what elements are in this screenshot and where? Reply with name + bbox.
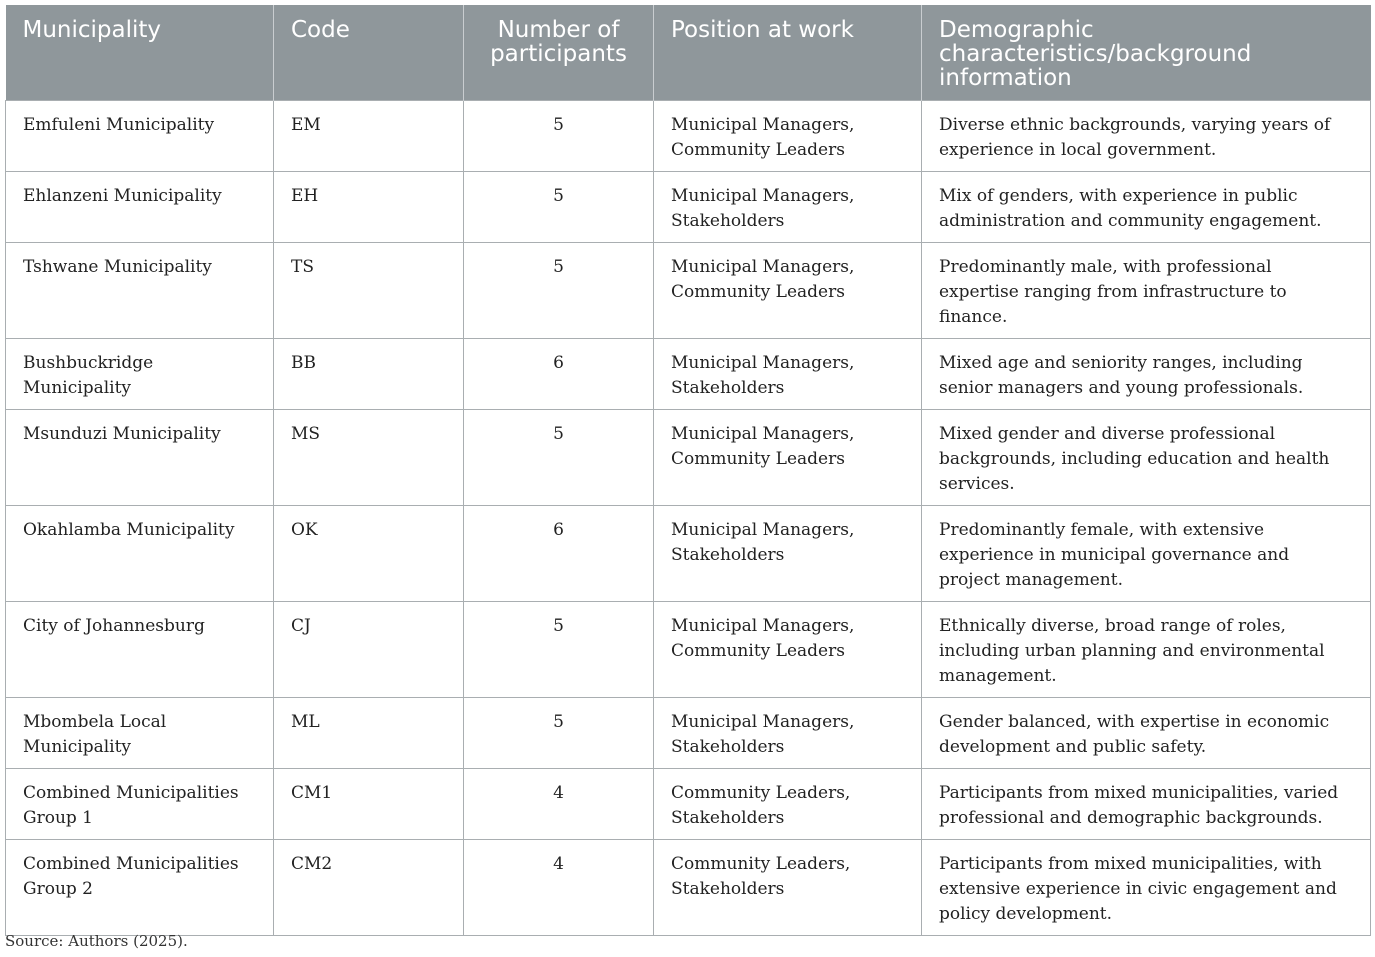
cell-demographic: Mixed age and seniority ranges, including senior managers and young professionals. — [922, 339, 1371, 410]
participants-table — [5, 5, 1371, 936]
cell-demographic: Participants from mixed municipalities, varied professional and demographic backgrounds. — [922, 769, 1371, 840]
cell-demographic: Ethnically diverse, broad range of roles, including urban planning and environmental management. — [922, 602, 1371, 698]
cell-position: Municipal Managers, Stakeholders — [654, 339, 922, 410]
table-body — [6, 101, 1371, 936]
cell-demographic: Diverse ethnic backgrounds, varying years of experience in local government. — [922, 101, 1371, 172]
header-code: Code — [274, 5, 464, 101]
source-note: Source: Authors (2025). — [5, 932, 188, 950]
cell-position: Municipal Managers, Community Leaders — [654, 602, 922, 698]
cell-demographic: Predominantly female, with extensive experience in municipal governance and project management. — [922, 506, 1371, 602]
cell-code: CM1 — [274, 769, 464, 840]
table-row — [6, 840, 1371, 936]
cell-demographic: Participants from mixed municipalities, with extensive experience in civic engagement and policy development. — [922, 840, 1371, 936]
cell-code: BB — [274, 339, 464, 410]
cell-municipality: Ehlanzeni Municipality — [6, 172, 274, 243]
cell-participants: 4 — [464, 840, 654, 936]
cell-participants: 5 — [464, 698, 654, 769]
cell-participants: 4 — [464, 769, 654, 840]
table-row — [6, 698, 1371, 769]
cell-position: Municipal Managers, Stakeholders — [654, 698, 922, 769]
cell-municipality: Tshwane Municipality — [6, 243, 274, 339]
table-row — [6, 339, 1371, 410]
cell-position: Municipal Managers, Community Leaders — [654, 410, 922, 506]
cell-code: MS — [274, 410, 464, 506]
table-row — [6, 602, 1371, 698]
cell-participants: 5 — [464, 602, 654, 698]
cell-code: TS — [274, 243, 464, 339]
cell-demographic: Mixed gender and diverse professional backgrounds, including education and health services. — [922, 410, 1371, 506]
cell-municipality: Emfuleni Municipality — [6, 101, 274, 172]
table-header — [6, 5, 1371, 101]
cell-position: Municipal Managers, Stakeholders — [654, 172, 922, 243]
cell-code: EM — [274, 101, 464, 172]
cell-municipality: Msunduzi Municipality — [6, 410, 274, 506]
cell-code: CJ — [274, 602, 464, 698]
table-row — [6, 769, 1371, 840]
cell-participants: 5 — [464, 410, 654, 506]
header-position: Position at work — [654, 5, 922, 101]
table-row — [6, 101, 1371, 172]
header-participants: Number of participants — [464, 5, 654, 101]
cell-municipality: Combined Municipalities Group 1 — [6, 769, 274, 840]
cell-municipality: Combined Municipalities Group 2 — [6, 840, 274, 936]
table-row — [6, 172, 1371, 243]
participants-table-container — [5, 5, 1370, 936]
cell-municipality: City of Johannesburg — [6, 602, 274, 698]
table-row — [6, 243, 1371, 339]
cell-participants: 5 — [464, 243, 654, 339]
cell-participants: 6 — [464, 506, 654, 602]
cell-position: Community Leaders, Stakeholders — [654, 840, 922, 936]
cell-code: CM2 — [274, 840, 464, 936]
header-row — [6, 5, 1371, 101]
cell-demographic: Mix of genders, with experience in public administration and community engagement. — [922, 172, 1371, 243]
cell-demographic: Gender balanced, with expertise in economic development and public safety. — [922, 698, 1371, 769]
cell-code: ML — [274, 698, 464, 769]
header-municipality: Municipality — [6, 5, 274, 101]
cell-position: Municipal Managers, Community Leaders — [654, 101, 922, 172]
cell-code: EH — [274, 172, 464, 243]
cell-participants: 5 — [464, 172, 654, 243]
cell-position: Municipal Managers, Community Leaders — [654, 243, 922, 339]
cell-position: Community Leaders, Stakeholders — [654, 769, 922, 840]
cell-demographic: Predominantly male, with professional expertise ranging from infrastructure to finance. — [922, 243, 1371, 339]
cell-participants: 5 — [464, 101, 654, 172]
header-demographic: Demographic characteristics/background information — [922, 5, 1371, 101]
cell-municipality: Okahlamba Municipality — [6, 506, 274, 602]
cell-position: Municipal Managers, Stakeholders — [654, 506, 922, 602]
table-row — [6, 506, 1371, 602]
table-row — [6, 410, 1371, 506]
cell-code: OK — [274, 506, 464, 602]
cell-municipality: Bushbuckridge Municipality — [6, 339, 274, 410]
cell-municipality: Mbombela Local Municipality — [6, 698, 274, 769]
cell-participants: 6 — [464, 339, 654, 410]
